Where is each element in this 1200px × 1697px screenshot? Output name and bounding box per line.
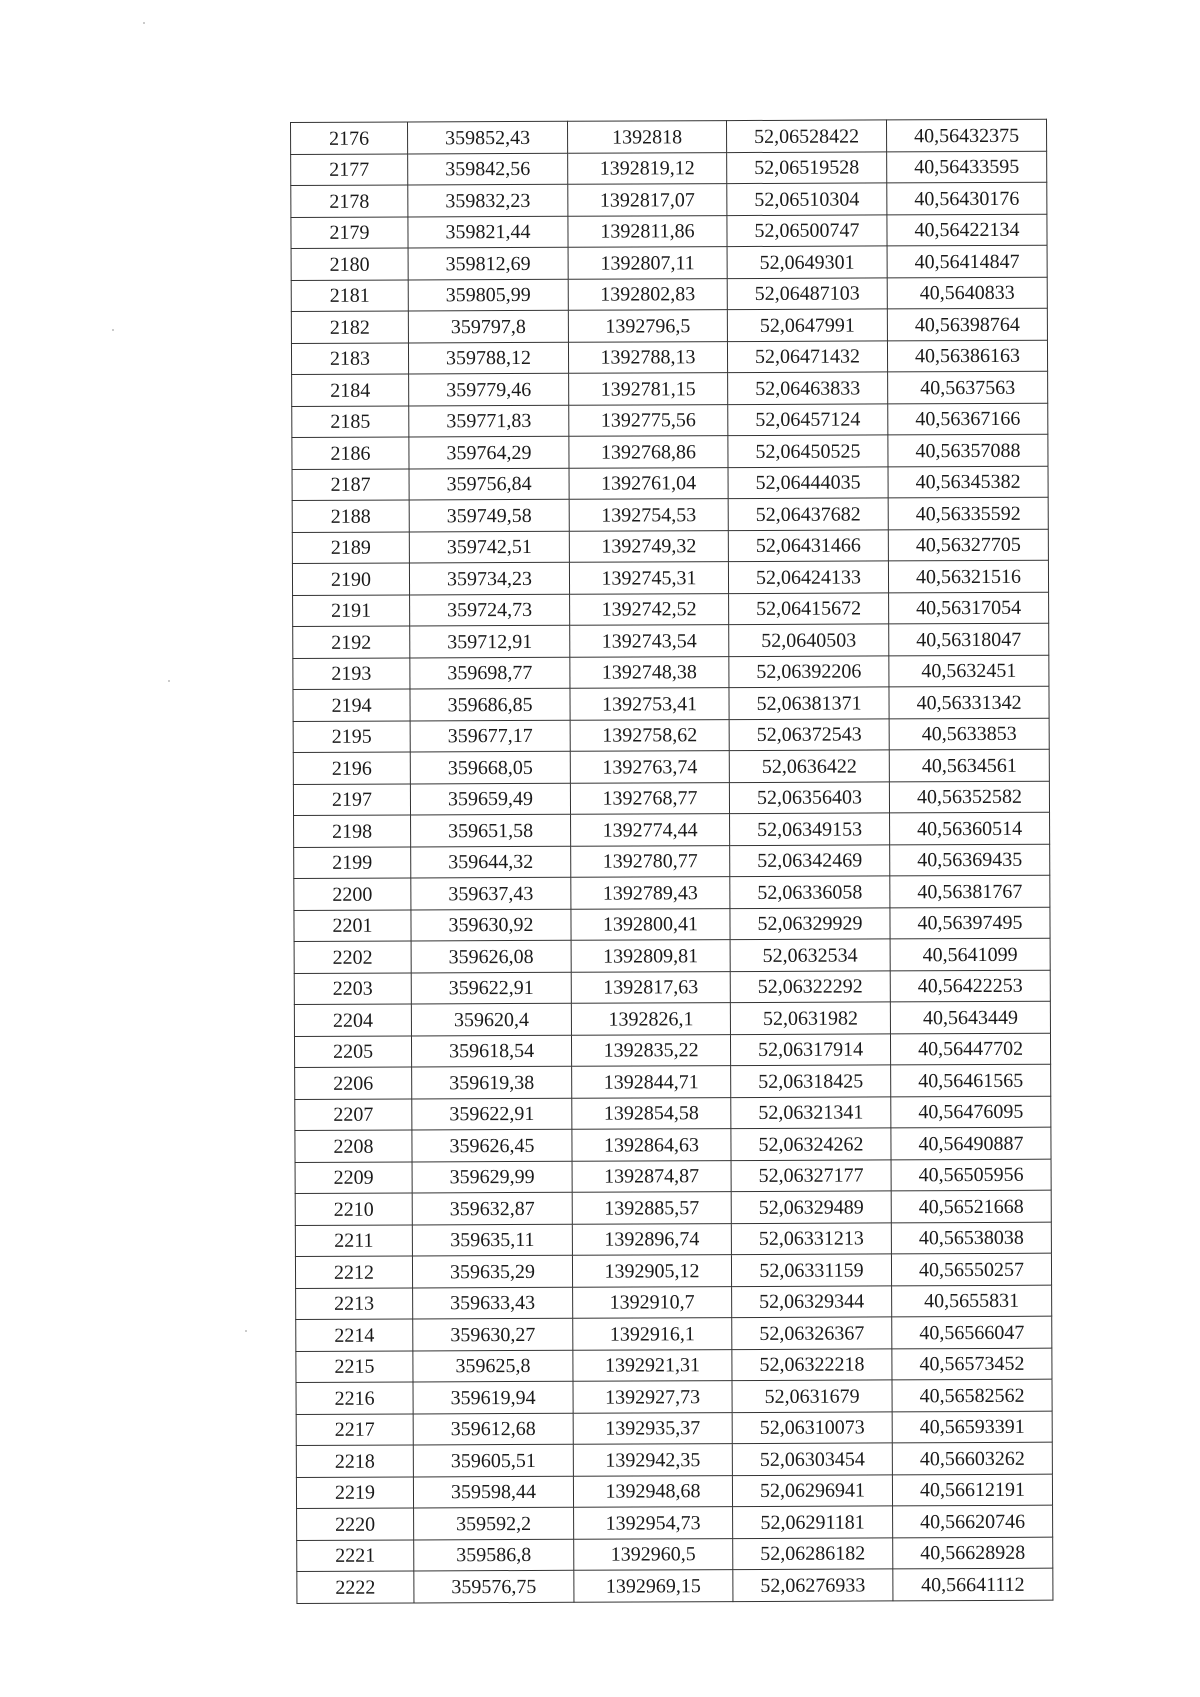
y-coordinate-cell: 1392802,83 [568, 278, 727, 310]
x-coordinate-cell: 359764,29 [409, 436, 569, 468]
latitude-cell: 52,06444035 [728, 466, 888, 498]
x-coordinate-cell: 359812,69 [408, 247, 568, 279]
table-row [292, 497, 1048, 532]
y-coordinate-cell: 1392742,52 [570, 593, 729, 625]
latitude-cell: 52,0631679 [732, 1380, 892, 1412]
point-number-cell: 2214 [296, 1319, 413, 1351]
table-row [291, 245, 1047, 280]
y-coordinate-cell: 1392748,38 [570, 656, 729, 688]
point-number-cell: 2197 [293, 783, 410, 815]
y-coordinate-cell: 1392768,86 [569, 436, 728, 468]
x-coordinate-cell: 359832,23 [408, 184, 568, 216]
table-row [292, 560, 1048, 595]
point-number-cell: 2193 [293, 657, 410, 689]
table-row [294, 812, 1050, 847]
x-coordinate-cell: 359788,12 [408, 342, 568, 374]
y-coordinate-cell: 1392743,54 [570, 625, 729, 657]
longitude-cell: 40,56335592 [888, 497, 1048, 529]
x-coordinate-cell: 359622,91 [411, 972, 571, 1004]
y-coordinate-cell: 1392835,22 [571, 1034, 730, 1066]
x-coordinate-cell: 359635,11 [412, 1224, 572, 1256]
y-coordinate-cell: 1392826,1 [571, 1003, 730, 1035]
x-coordinate-cell: 359651,58 [411, 814, 571, 846]
point-number-cell: 2203 [294, 972, 411, 1004]
point-number-cell: 2201 [294, 909, 411, 941]
point-number-cell: 2209 [295, 1161, 412, 1193]
y-coordinate-cell: 1392954,73 [574, 1507, 733, 1539]
table-row [293, 749, 1049, 784]
table-row [293, 781, 1049, 816]
table-row [292, 466, 1048, 501]
table-row [295, 1096, 1051, 1131]
table-row [294, 907, 1050, 942]
longitude-cell: 40,56432375 [886, 119, 1046, 151]
table-row [295, 1222, 1051, 1257]
latitude-cell: 52,06318425 [731, 1065, 891, 1097]
scan-speck [168, 680, 170, 682]
longitude-cell: 40,56352582 [889, 781, 1049, 813]
point-number-cell: 2208 [295, 1130, 412, 1162]
y-coordinate-cell: 1392969,15 [574, 1570, 733, 1602]
table-row [294, 938, 1050, 973]
latitude-cell: 52,06331159 [731, 1254, 891, 1286]
point-number-cell: 2202 [294, 941, 411, 973]
y-coordinate-cell: 1392796,5 [568, 310, 727, 342]
table-row [292, 529, 1048, 564]
point-number-cell: 2221 [297, 1539, 414, 1571]
longitude-cell: 40,56521668 [891, 1190, 1051, 1222]
longitude-cell: 40,56566047 [892, 1316, 1052, 1348]
latitude-cell: 52,06500747 [727, 214, 887, 246]
x-coordinate-cell: 359626,08 [411, 940, 571, 972]
scan-speck [112, 329, 114, 331]
y-coordinate-cell: 1392763,74 [570, 751, 729, 783]
latitude-cell: 52,06331213 [731, 1222, 891, 1254]
y-coordinate-cell: 1392885,57 [572, 1192, 731, 1224]
scan-speck [143, 22, 145, 24]
y-coordinate-cell: 1392761,04 [569, 467, 728, 499]
latitude-cell: 52,06327177 [731, 1159, 891, 1191]
latitude-cell: 52,0631982 [730, 1002, 890, 1034]
x-coordinate-cell: 359797,8 [408, 310, 568, 342]
table-row [294, 1001, 1050, 1036]
point-number-cell: 2188 [292, 500, 409, 532]
point-number-cell: 2207 [295, 1098, 412, 1130]
table-row [293, 718, 1049, 753]
table-row [292, 434, 1048, 469]
point-number-cell: 2176 [291, 122, 408, 154]
x-coordinate-cell: 359637,43 [411, 877, 571, 909]
coordinates-table [290, 119, 1053, 1604]
table-row [291, 308, 1047, 343]
x-coordinate-cell: 359659,49 [410, 783, 570, 815]
point-number-cell: 2189 [292, 531, 409, 563]
y-coordinate-cell: 1392874,87 [572, 1160, 731, 1192]
point-number-cell: 2190 [292, 563, 409, 595]
table-row [296, 1442, 1052, 1477]
x-coordinate-cell: 359779,46 [409, 373, 569, 405]
table-row [291, 151, 1047, 186]
latitude-cell: 52,0649301 [727, 246, 887, 278]
longitude-cell: 40,56433595 [887, 151, 1047, 183]
x-coordinate-cell: 359598,44 [413, 1476, 573, 1508]
longitude-cell: 40,56360514 [890, 812, 1050, 844]
table-row [291, 214, 1047, 249]
latitude-cell: 52,06276933 [733, 1569, 893, 1601]
longitude-cell: 40,56538038 [891, 1222, 1051, 1254]
longitude-cell: 40,5634561 [889, 749, 1049, 781]
table-row [294, 844, 1050, 879]
point-number-cell: 2217 [296, 1413, 413, 1445]
longitude-cell: 40,56476095 [891, 1096, 1051, 1128]
longitude-cell: 40,56357088 [888, 434, 1048, 466]
x-coordinate-cell: 359619,94 [413, 1381, 573, 1413]
longitude-cell: 40,56398764 [887, 308, 1047, 340]
point-number-cell: 2219 [296, 1476, 413, 1508]
point-number-cell: 2184 [292, 374, 409, 406]
longitude-cell: 40,56505956 [891, 1159, 1051, 1191]
longitude-cell: 40,56430176 [887, 182, 1047, 214]
longitude-cell: 40,5632451 [889, 655, 1049, 687]
latitude-cell: 52,06329489 [731, 1191, 891, 1223]
x-coordinate-cell: 359635,29 [412, 1255, 572, 1287]
latitude-cell: 52,06463833 [728, 372, 888, 404]
point-number-cell: 2222 [297, 1571, 414, 1603]
point-number-cell: 2213 [296, 1287, 413, 1319]
table-row [295, 1190, 1051, 1225]
point-number-cell: 2177 [291, 153, 408, 185]
longitude-cell: 40,56321516 [888, 560, 1048, 592]
latitude-cell: 52,0636422 [729, 750, 889, 782]
longitude-cell: 40,56582562 [892, 1379, 1052, 1411]
table-row [291, 182, 1047, 217]
x-coordinate-cell: 359626,45 [412, 1129, 572, 1161]
point-number-cell: 2216 [296, 1382, 413, 1414]
point-number-cell: 2215 [296, 1350, 413, 1382]
x-coordinate-cell: 359677,17 [410, 720, 570, 752]
table-row [296, 1285, 1052, 1320]
y-coordinate-cell: 1392775,56 [569, 404, 728, 436]
x-coordinate-cell: 359686,85 [410, 688, 570, 720]
table-row [296, 1316, 1052, 1351]
longitude-cell: 40,56414847 [887, 245, 1047, 277]
coordinates-table-body [291, 119, 1053, 1603]
y-coordinate-cell: 1392854,58 [572, 1097, 731, 1129]
table-row [295, 1127, 1051, 1162]
y-coordinate-cell: 1392844,71 [572, 1066, 731, 1098]
y-coordinate-cell: 1392817,07 [568, 184, 727, 216]
latitude-cell: 52,06487103 [727, 277, 887, 309]
longitude-cell: 40,56550257 [891, 1253, 1051, 1285]
latitude-cell: 52,06437682 [728, 498, 888, 530]
longitude-cell: 40,56641112 [893, 1568, 1053, 1600]
longitude-cell: 40,56317054 [889, 592, 1049, 624]
point-number-cell: 2204 [294, 1004, 411, 1036]
latitude-cell: 52,06329344 [732, 1285, 892, 1317]
longitude-cell: 40,56422253 [890, 970, 1050, 1002]
longitude-cell: 40,56386163 [887, 340, 1047, 372]
scan-speck [245, 1330, 247, 1332]
y-coordinate-cell: 1392896,74 [572, 1223, 731, 1255]
x-coordinate-cell: 359644,32 [411, 846, 571, 878]
x-coordinate-cell: 359620,4 [411, 1003, 571, 1035]
point-number-cell: 2200 [294, 878, 411, 910]
latitude-cell: 52,06342469 [730, 844, 890, 876]
x-coordinate-cell: 359576,75 [414, 1570, 574, 1602]
table-row [295, 1064, 1051, 1099]
y-coordinate-cell: 1392818 [567, 121, 726, 153]
longitude-cell: 40,56422134 [887, 214, 1047, 246]
point-number-cell: 2220 [297, 1508, 414, 1540]
latitude-cell: 52,0640503 [729, 624, 889, 656]
point-number-cell: 2218 [296, 1445, 413, 1477]
y-coordinate-cell: 1392921,31 [573, 1349, 732, 1381]
table-row [296, 1379, 1052, 1414]
latitude-cell: 52,06457124 [728, 403, 888, 435]
longitude-cell: 40,56603262 [892, 1442, 1052, 1474]
x-coordinate-cell: 359633,43 [413, 1287, 573, 1319]
longitude-cell: 40,5643449 [890, 1001, 1050, 1033]
point-number-cell: 2185 [292, 405, 409, 437]
latitude-cell: 52,06322292 [730, 970, 890, 1002]
latitude-cell: 52,0632534 [730, 939, 890, 971]
y-coordinate-cell: 1392768,77 [570, 782, 729, 814]
y-coordinate-cell: 1392910,7 [573, 1286, 732, 1318]
y-coordinate-cell: 1392905,12 [572, 1255, 731, 1287]
longitude-cell: 40,56397495 [890, 907, 1050, 939]
x-coordinate-cell: 359619,38 [412, 1066, 572, 1098]
longitude-cell: 40,56447702 [890, 1033, 1050, 1065]
latitude-cell: 52,06336058 [730, 876, 890, 908]
latitude-cell: 52,06381371 [729, 687, 889, 719]
x-coordinate-cell: 359734,23 [409, 562, 569, 594]
table-row [295, 1159, 1051, 1194]
longitude-cell: 40,56628928 [893, 1537, 1053, 1569]
y-coordinate-cell: 1392754,53 [569, 499, 728, 531]
x-coordinate-cell: 359749,58 [409, 499, 569, 531]
point-number-cell: 2191 [293, 594, 410, 626]
latitude-cell: 52,06291181 [733, 1506, 893, 1538]
y-coordinate-cell: 1392927,73 [573, 1381, 732, 1413]
x-coordinate-cell: 359612,68 [413, 1413, 573, 1445]
point-number-cell: 2179 [291, 216, 408, 248]
table-row [297, 1537, 1053, 1572]
y-coordinate-cell: 1392749,32 [569, 530, 728, 562]
latitude-cell: 52,06322218 [732, 1348, 892, 1380]
point-number-cell: 2199 [294, 846, 411, 878]
longitude-cell: 40,56369435 [890, 844, 1050, 876]
longitude-cell: 40,56620746 [893, 1505, 1053, 1537]
latitude-cell: 52,06321341 [731, 1096, 891, 1128]
latitude-cell: 52,06450525 [728, 435, 888, 467]
x-coordinate-cell: 359630,27 [413, 1318, 573, 1350]
latitude-cell: 52,06471432 [727, 340, 887, 372]
table-row [293, 655, 1049, 690]
longitude-cell: 40,5633853 [889, 718, 1049, 750]
point-number-cell: 2187 [292, 468, 409, 500]
table-row [291, 119, 1047, 154]
longitude-cell: 40,56461565 [891, 1064, 1051, 1096]
latitude-cell: 52,06356403 [729, 781, 889, 813]
x-coordinate-cell: 359842,56 [408, 153, 568, 185]
table-row [296, 1474, 1052, 1509]
point-number-cell: 2195 [293, 720, 410, 752]
point-number-cell: 2212 [295, 1256, 412, 1288]
point-number-cell: 2196 [293, 752, 410, 784]
y-coordinate-cell: 1392745,31 [569, 562, 728, 594]
x-coordinate-cell: 359605,51 [413, 1444, 573, 1476]
longitude-cell: 40,56381767 [890, 875, 1050, 907]
x-coordinate-cell: 359698,77 [410, 657, 570, 689]
point-number-cell: 2205 [294, 1035, 411, 1067]
table-row [297, 1505, 1053, 1540]
longitude-cell: 40,56345382 [888, 466, 1048, 498]
point-number-cell: 2186 [292, 437, 409, 469]
latitude-cell: 52,0647991 [727, 309, 887, 341]
latitude-cell: 52,06510304 [727, 183, 887, 215]
latitude-cell: 52,06303454 [732, 1443, 892, 1475]
point-number-cell: 2181 [291, 279, 408, 311]
x-coordinate-cell: 359625,8 [413, 1350, 573, 1382]
x-coordinate-cell: 359742,51 [409, 531, 569, 563]
longitude-cell: 40,56593391 [892, 1411, 1052, 1443]
x-coordinate-cell: 359805,99 [408, 279, 568, 311]
x-coordinate-cell: 359629,99 [412, 1161, 572, 1193]
y-coordinate-cell: 1392811,86 [568, 215, 727, 247]
y-coordinate-cell: 1392780,77 [571, 845, 730, 877]
latitude-cell: 52,06392206 [729, 655, 889, 687]
x-coordinate-cell: 359771,83 [409, 405, 569, 437]
y-coordinate-cell: 1392800,41 [571, 908, 730, 940]
point-number-cell: 2211 [295, 1224, 412, 1256]
table-row [296, 1411, 1052, 1446]
x-coordinate-cell: 359632,87 [412, 1192, 572, 1224]
longitude-cell: 40,56367166 [888, 403, 1048, 435]
point-number-cell: 2180 [291, 248, 408, 280]
longitude-cell: 40,5641099 [890, 938, 1050, 970]
x-coordinate-cell: 359852,43 [408, 121, 568, 153]
y-coordinate-cell: 1392781,15 [569, 373, 728, 405]
latitude-cell: 52,06519528 [727, 151, 887, 183]
x-coordinate-cell: 359618,54 [411, 1035, 571, 1067]
longitude-cell: 40,56327705 [888, 529, 1048, 561]
latitude-cell: 52,06296941 [732, 1474, 892, 1506]
table-row [292, 371, 1048, 406]
y-coordinate-cell: 1392753,41 [570, 688, 729, 720]
latitude-cell: 52,06372543 [729, 718, 889, 750]
x-coordinate-cell: 359724,73 [410, 594, 570, 626]
x-coordinate-cell: 359630,92 [411, 909, 571, 941]
longitude-cell: 40,56490887 [891, 1127, 1051, 1159]
x-coordinate-cell: 359712,91 [410, 625, 570, 657]
table-row [293, 623, 1049, 658]
longitude-cell: 40,56573452 [892, 1348, 1052, 1380]
y-coordinate-cell: 1392935,37 [573, 1412, 732, 1444]
y-coordinate-cell: 1392758,62 [570, 719, 729, 751]
table-row [291, 340, 1047, 375]
y-coordinate-cell: 1392809,81 [571, 940, 730, 972]
y-coordinate-cell: 1392948,68 [573, 1475, 732, 1507]
x-coordinate-cell: 359592,2 [414, 1507, 574, 1539]
point-number-cell: 2182 [291, 311, 408, 343]
point-number-cell: 2183 [291, 342, 408, 374]
table-row [291, 277, 1047, 312]
table-row [297, 1568, 1053, 1603]
longitude-cell: 40,5655831 [892, 1285, 1052, 1317]
y-coordinate-cell: 1392960,5 [574, 1538, 733, 1570]
point-number-cell: 2210 [295, 1193, 412, 1225]
longitude-cell: 40,5637563 [888, 371, 1048, 403]
x-coordinate-cell: 359622,91 [412, 1098, 572, 1130]
y-coordinate-cell: 1392807,11 [568, 247, 727, 279]
point-number-cell: 2194 [293, 689, 410, 721]
latitude-cell: 52,06317914 [730, 1033, 890, 1065]
x-coordinate-cell: 359668,05 [410, 751, 570, 783]
y-coordinate-cell: 1392864,63 [572, 1129, 731, 1161]
table-row [293, 592, 1049, 627]
point-number-cell: 2178 [291, 185, 408, 217]
latitude-cell: 52,06424133 [728, 561, 888, 593]
y-coordinate-cell: 1392774,44 [571, 814, 730, 846]
table-row [296, 1348, 1052, 1383]
table-row [293, 686, 1049, 721]
point-number-cell: 2192 [293, 626, 410, 658]
latitude-cell: 52,06415672 [729, 592, 889, 624]
table-row [295, 1253, 1051, 1288]
y-coordinate-cell: 1392817,63 [571, 971, 730, 1003]
x-coordinate-cell: 359821,44 [408, 216, 568, 248]
latitude-cell: 52,06431466 [728, 529, 888, 561]
y-coordinate-cell: 1392916,1 [573, 1318, 732, 1350]
latitude-cell: 52,06349153 [730, 813, 890, 845]
latitude-cell: 52,06310073 [732, 1411, 892, 1443]
latitude-cell: 52,06326367 [732, 1317, 892, 1349]
point-number-cell: 2206 [295, 1067, 412, 1099]
table-row [294, 1033, 1050, 1068]
y-coordinate-cell: 1392942,35 [573, 1444, 732, 1476]
table-row [294, 875, 1050, 910]
table-row [292, 403, 1048, 438]
x-coordinate-cell: 359586,8 [414, 1539, 574, 1571]
table-row [294, 970, 1050, 1005]
x-coordinate-cell: 359756,84 [409, 468, 569, 500]
y-coordinate-cell: 1392788,13 [568, 341, 727, 373]
longitude-cell: 40,5640833 [887, 277, 1047, 309]
y-coordinate-cell: 1392789,43 [571, 877, 730, 909]
longitude-cell: 40,56318047 [889, 623, 1049, 655]
latitude-cell: 52,06528422 [726, 120, 886, 152]
y-coordinate-cell: 1392819,12 [568, 152, 727, 184]
point-number-cell: 2198 [294, 815, 411, 847]
longitude-cell: 40,56331342 [889, 686, 1049, 718]
longitude-cell: 40,56612191 [892, 1474, 1052, 1506]
latitude-cell: 52,06286182 [733, 1537, 893, 1569]
latitude-cell: 52,06329929 [730, 907, 890, 939]
latitude-cell: 52,06324262 [731, 1128, 891, 1160]
